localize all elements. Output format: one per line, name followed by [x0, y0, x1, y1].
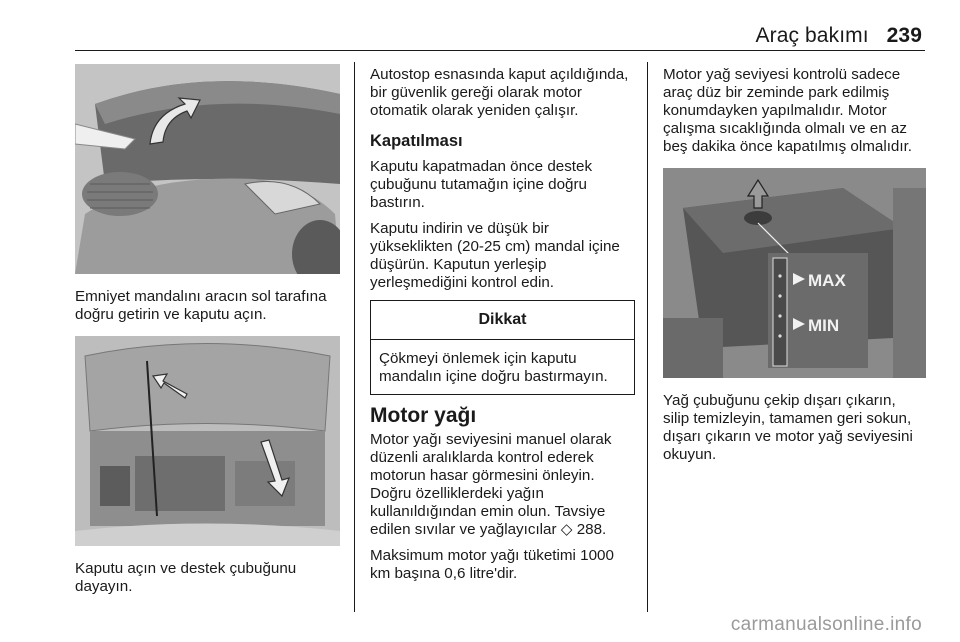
caution-body: Çökmeyi önlemek için kaputu mandalın içine doğru bastırmayın.: [379, 350, 608, 385]
dipstick-illustration: [663, 168, 926, 378]
header-rule: [75, 50, 925, 51]
closing-paragraph-1: Kaputu kapatmadan önce destek çubuğunu tutamağın içine doğru bastırın.: [370, 158, 593, 211]
column-divider: [354, 62, 355, 612]
page-header: [756, 24, 922, 48]
oil-consumption-paragraph: Maksimum motor yağı tüketimi 1000 km başına 0,6 litre'dir.: [370, 547, 614, 582]
closing-heading: Kapatılması: [370, 132, 463, 150]
engine-oil-heading: Motor yağı: [370, 404, 477, 427]
oil-check-paragraph: Motor yağ seviyesi kontrolü sadece araç düz bir zeminde park edilmiş konumdayken yapılmalıdır. Motor çalışma sıcaklığında olmalı ve en az beş dakika önce kapatılmış olmalıdır.: [663, 66, 913, 155]
section-title: Araç bakımı: [755, 24, 869, 47]
hood-latch-illustration: [75, 64, 340, 274]
column-divider: [647, 62, 648, 612]
watermark: carmanualsonline.info: [730, 614, 922, 635]
dipstick-min-label: MIN: [808, 316, 840, 335]
page-reference-link[interactable]: ◇ 288.: [560, 521, 607, 538]
caution-box: [370, 300, 635, 395]
caption-open-latch: Emniyet mandalını aracın sol tarafına doğru getirin ve kaputu açın.: [75, 288, 327, 323]
column-1: [75, 64, 340, 604]
dipstick-instructions: Yağ çubuğunu çekip dışarı çıkarın, silip temizleyin, tamamen geri sokun, dışarı çıkarın ve motor yağ seviyesini okuyun.: [663, 392, 913, 463]
autostop-paragraph: Autostop esnasında kaput açıldığında, bir güvenlik gereği olarak motor otomatik olarak yeniden çalışır.: [370, 66, 629, 119]
engine-oil-text: Motor yağı seviyesini manuel olarak düzenli aralıklarda kontrol ederek motorun hasar görmesini önleyin. Doğru özelliklerdeki yağın kullanıldığından emin olun. Tavsiye edilen sıvılar ve yağlayıcılar: [370, 431, 612, 538]
page-number: 239: [886, 24, 922, 47]
caution-title: Dikkat: [371, 301, 634, 340]
engine-oil-paragraph: [370, 431, 635, 539]
dipstick-max-label: MAX: [808, 271, 846, 290]
hood-support-illustration: [75, 336, 340, 546]
closing-paragraph-2: Kaputu indirin ve düşük bir yükseklikten (20-25 cm) mandal içine düşürün. Kaputun yerleşip yerleşmediğini kontrol edin.: [370, 220, 620, 291]
column-2: [370, 66, 635, 591]
caption-support-rod: Kaputu açın ve destek çubuğunu dayayın.: [75, 560, 297, 595]
column-3: [663, 66, 926, 472]
